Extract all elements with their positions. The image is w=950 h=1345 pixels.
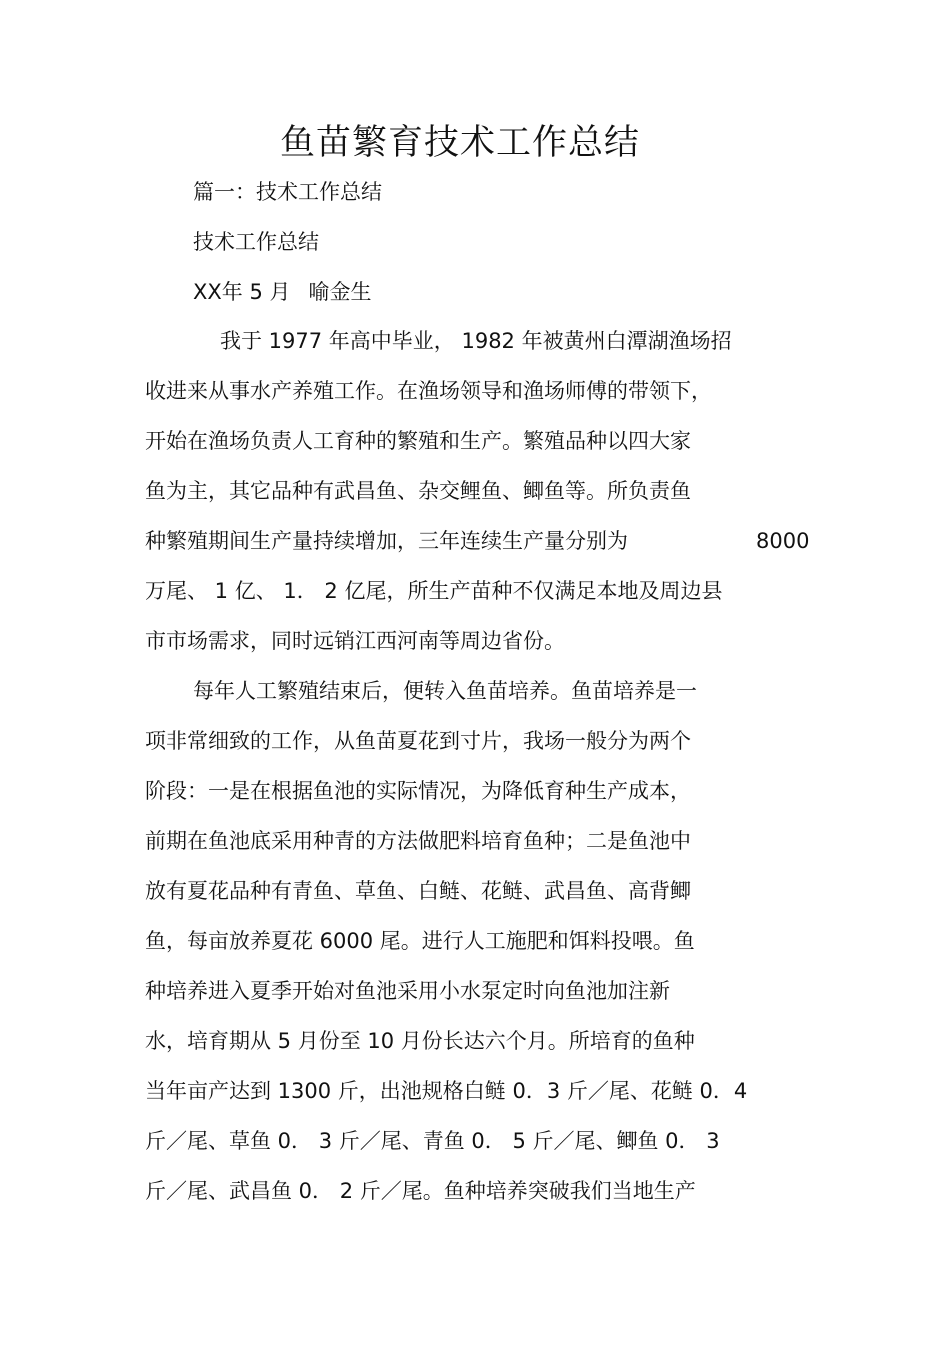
section-heading: 篇一：技术工作总结 (193, 180, 382, 204)
paragraph-line: 鱼为主，其它品种有武昌鱼、杂交鲤鱼、鲫鱼等。所负责鱼 (145, 479, 691, 503)
paragraph-line-value: 8000 (756, 529, 810, 553)
paragraph-line: 种繁殖期间生产量持续增加，三年连续生产量分别为 (145, 529, 628, 553)
paragraph-line: 万尾、 1 亿、 1． 2 亿尾，所生产苗种不仅满足本地及周边县 (145, 579, 723, 603)
paragraph-line: 放有夏花品种有青鱼、草鱼、白鲢、花鲢、武昌鱼、高背鲫 (145, 879, 691, 903)
paragraph-line: 前期在鱼池底采用种青的方法做肥料培育鱼种；二是鱼池中 (145, 829, 691, 853)
paragraph-line: 水，培育期从 5 月份至 10 月份长达六个月。所培育的鱼种 (145, 1029, 695, 1053)
paragraph-line: 斤／尾、武昌鱼 0． 2 斤／尾。鱼种培养突破我们当地生产 (145, 1179, 696, 1203)
date: XX年 5 月 (193, 280, 291, 304)
paragraph-line: 每年人工繁殖结束后，便转入鱼苗培养。鱼苗培养是一 (193, 679, 697, 703)
paragraph-line: 鱼，每亩放养夏花 6000 尾。进行人工施肥和饵料投喂。鱼 (145, 929, 695, 953)
paragraph-line: 当年亩产达到 1300 斤，出池规格白鲢 0．3 斤／尾、花鲢 0．4 (145, 1079, 748, 1103)
paragraph-line: 开始在渔场负责人工育种的繁殖和生产。繁殖品种以四大家 (145, 429, 691, 453)
paragraph-line: 我于 1977 年高中毕业， 1982 年被黄州白潭湖渔场招 (220, 329, 732, 353)
paragraph-line: 项非常细致的工作，从鱼苗夏花到寸片，我场一般分为两个 (145, 729, 691, 753)
date-author-line (193, 277, 371, 307)
subsection-heading: 技术工作总结 (193, 230, 319, 254)
author: 喻金生 (308, 280, 372, 304)
paragraph-line: 收进来从事水产养殖工作。在渔场领导和渔场师傅的带领下， (145, 379, 712, 403)
document-title: 鱼苗繁育技术工作总结 (279, 123, 640, 163)
paragraph-line: 种培养进入夏季开始对鱼池采用小水泵定时向鱼池加注新 (145, 979, 670, 1003)
paragraph-line: 斤／尾、草鱼 0． 3 斤／尾、青鱼 0． 5 斤／尾、鲫鱼 0． 3 (145, 1129, 720, 1153)
paragraph-line: 阶段：一是在根据鱼池的实际情况，为降低育种生产成本， (145, 779, 691, 803)
paragraph-line: 市市场需求，同时远销江西河南等周边省份。 (145, 629, 565, 653)
